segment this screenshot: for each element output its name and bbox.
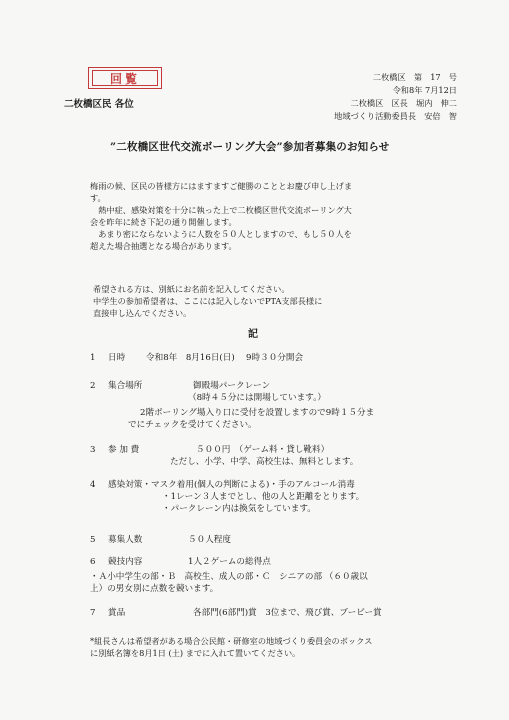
item-4-label: 感染対策・マスク着用(個人の判断による)・手のアルコール消毒: [108, 480, 355, 490]
item-2-number: 2: [90, 381, 96, 391]
footer-line-2: に別紙名簿を8月1日 (土) までに入れて置いてください。: [90, 648, 301, 658]
item-4-line-2: ・1レーン３人までとし、他の人と距離をとります。: [162, 492, 365, 502]
item-4-line-3: ・パークレーン内は換気をしています。: [162, 504, 316, 514]
item-6-line-2: ・Ａ小中学生の部・Ｂ 高校生、成人の部・Ｃ シニアの部 （６０歳以: [90, 572, 368, 582]
doc-date: 令和8年 7月12日: [392, 85, 457, 95]
circulation-stamp: [88, 67, 162, 89]
item-5: [90, 534, 231, 547]
page-title: ”二枚橋区世代交流ボーリング大会”参加者募集のお知らせ: [110, 141, 390, 153]
item-3-text: ５００円 （ゲーム料・貸し靴料）: [196, 445, 330, 455]
item-2: [90, 380, 270, 393]
item-7-label: 賞品: [108, 608, 126, 618]
item-1-label: 日時: [108, 353, 126, 363]
item-7: [90, 607, 382, 620]
item-6-line-3: 上）の男女別に点数を競います。: [90, 584, 219, 594]
addressee: 二枚橋区民 各位: [64, 99, 134, 110]
ki-heading: 記: [248, 329, 258, 340]
notice-line-1: 希望される方は、別紙にお名前を記入してください。: [93, 284, 290, 294]
item-5-number: 5: [90, 535, 96, 545]
intro-line-3: 熱中症、感染対策を十分に執った上で二枚橋区世代交流ボーリング大: [90, 205, 352, 215]
intro-line-5: あまり密にならないように人数を５０人としますので、もし５０人を: [90, 229, 352, 239]
item-1-number: 1: [90, 353, 96, 363]
sender-line-1: 二枚橋区 区長 堀内 伸二: [350, 98, 457, 108]
intro-line-1: 梅雨の候、区民の皆様方にはますますご健勝のこととお慶び申し上げま: [90, 181, 353, 191]
item-1: [90, 352, 303, 365]
item-6-text: 1人２ゲームの総得点: [188, 557, 271, 567]
item-4: [90, 479, 355, 492]
intro-line-2: す。: [90, 193, 106, 203]
notice-line-2: 中学生の参加希望者は、ここには記入しないでPTA支部長様に: [93, 296, 323, 306]
item-4-number: 4: [90, 480, 96, 490]
sender-line-2: 地域づくり活動委員長 安倍 智: [334, 111, 457, 121]
item-2-text: 御殿場パークレーン: [193, 381, 271, 391]
item-6-label: 競技内容: [108, 557, 143, 567]
item-5-label: 募集人数: [108, 535, 143, 545]
item-7-text: 各部門(6部門)賞 3位まで、飛び賞、ブービー賞: [193, 608, 382, 618]
item-6: [90, 556, 271, 569]
notice-line-3: 直接申し込んでください。: [93, 308, 192, 318]
item-2-sub: （8時４５分には開場しています。）: [188, 393, 326, 403]
item-6-number: 6: [90, 557, 96, 567]
item-5-text: ５０人程度: [188, 535, 231, 545]
item-1-text: 令和8年 8月16日(日) 9時３０分開会: [146, 353, 304, 363]
item-7-number: 7: [90, 608, 96, 618]
item-3-label: 参 加 費: [108, 445, 140, 455]
doc-number: 二枚橋区 第 17 号: [372, 72, 457, 82]
item-2-label: 集合場所: [108, 381, 143, 391]
item-2-note-2: でにチェックを受けてください。: [128, 420, 257, 430]
stamp-label: 回覧: [109, 71, 140, 86]
item-3: [90, 444, 329, 457]
item-2-note-1: 2階ボーリング場入り口に受付を設置しますので9時１５分ま: [140, 408, 375, 418]
intro-line-6: 超えた場合抽選となる場合があります。: [90, 241, 237, 251]
item-3-note: ただし、小学、中学、高校生は、無料とします。: [170, 457, 359, 467]
intro-line-4: 会を昨年に続き下記の通り開催します。: [90, 217, 237, 227]
item-3-number: 3: [90, 445, 96, 455]
footer-line-1: *組長さんは希望者がある場合公民館・研修室の地域づくり委員会のボックス: [90, 636, 373, 646]
